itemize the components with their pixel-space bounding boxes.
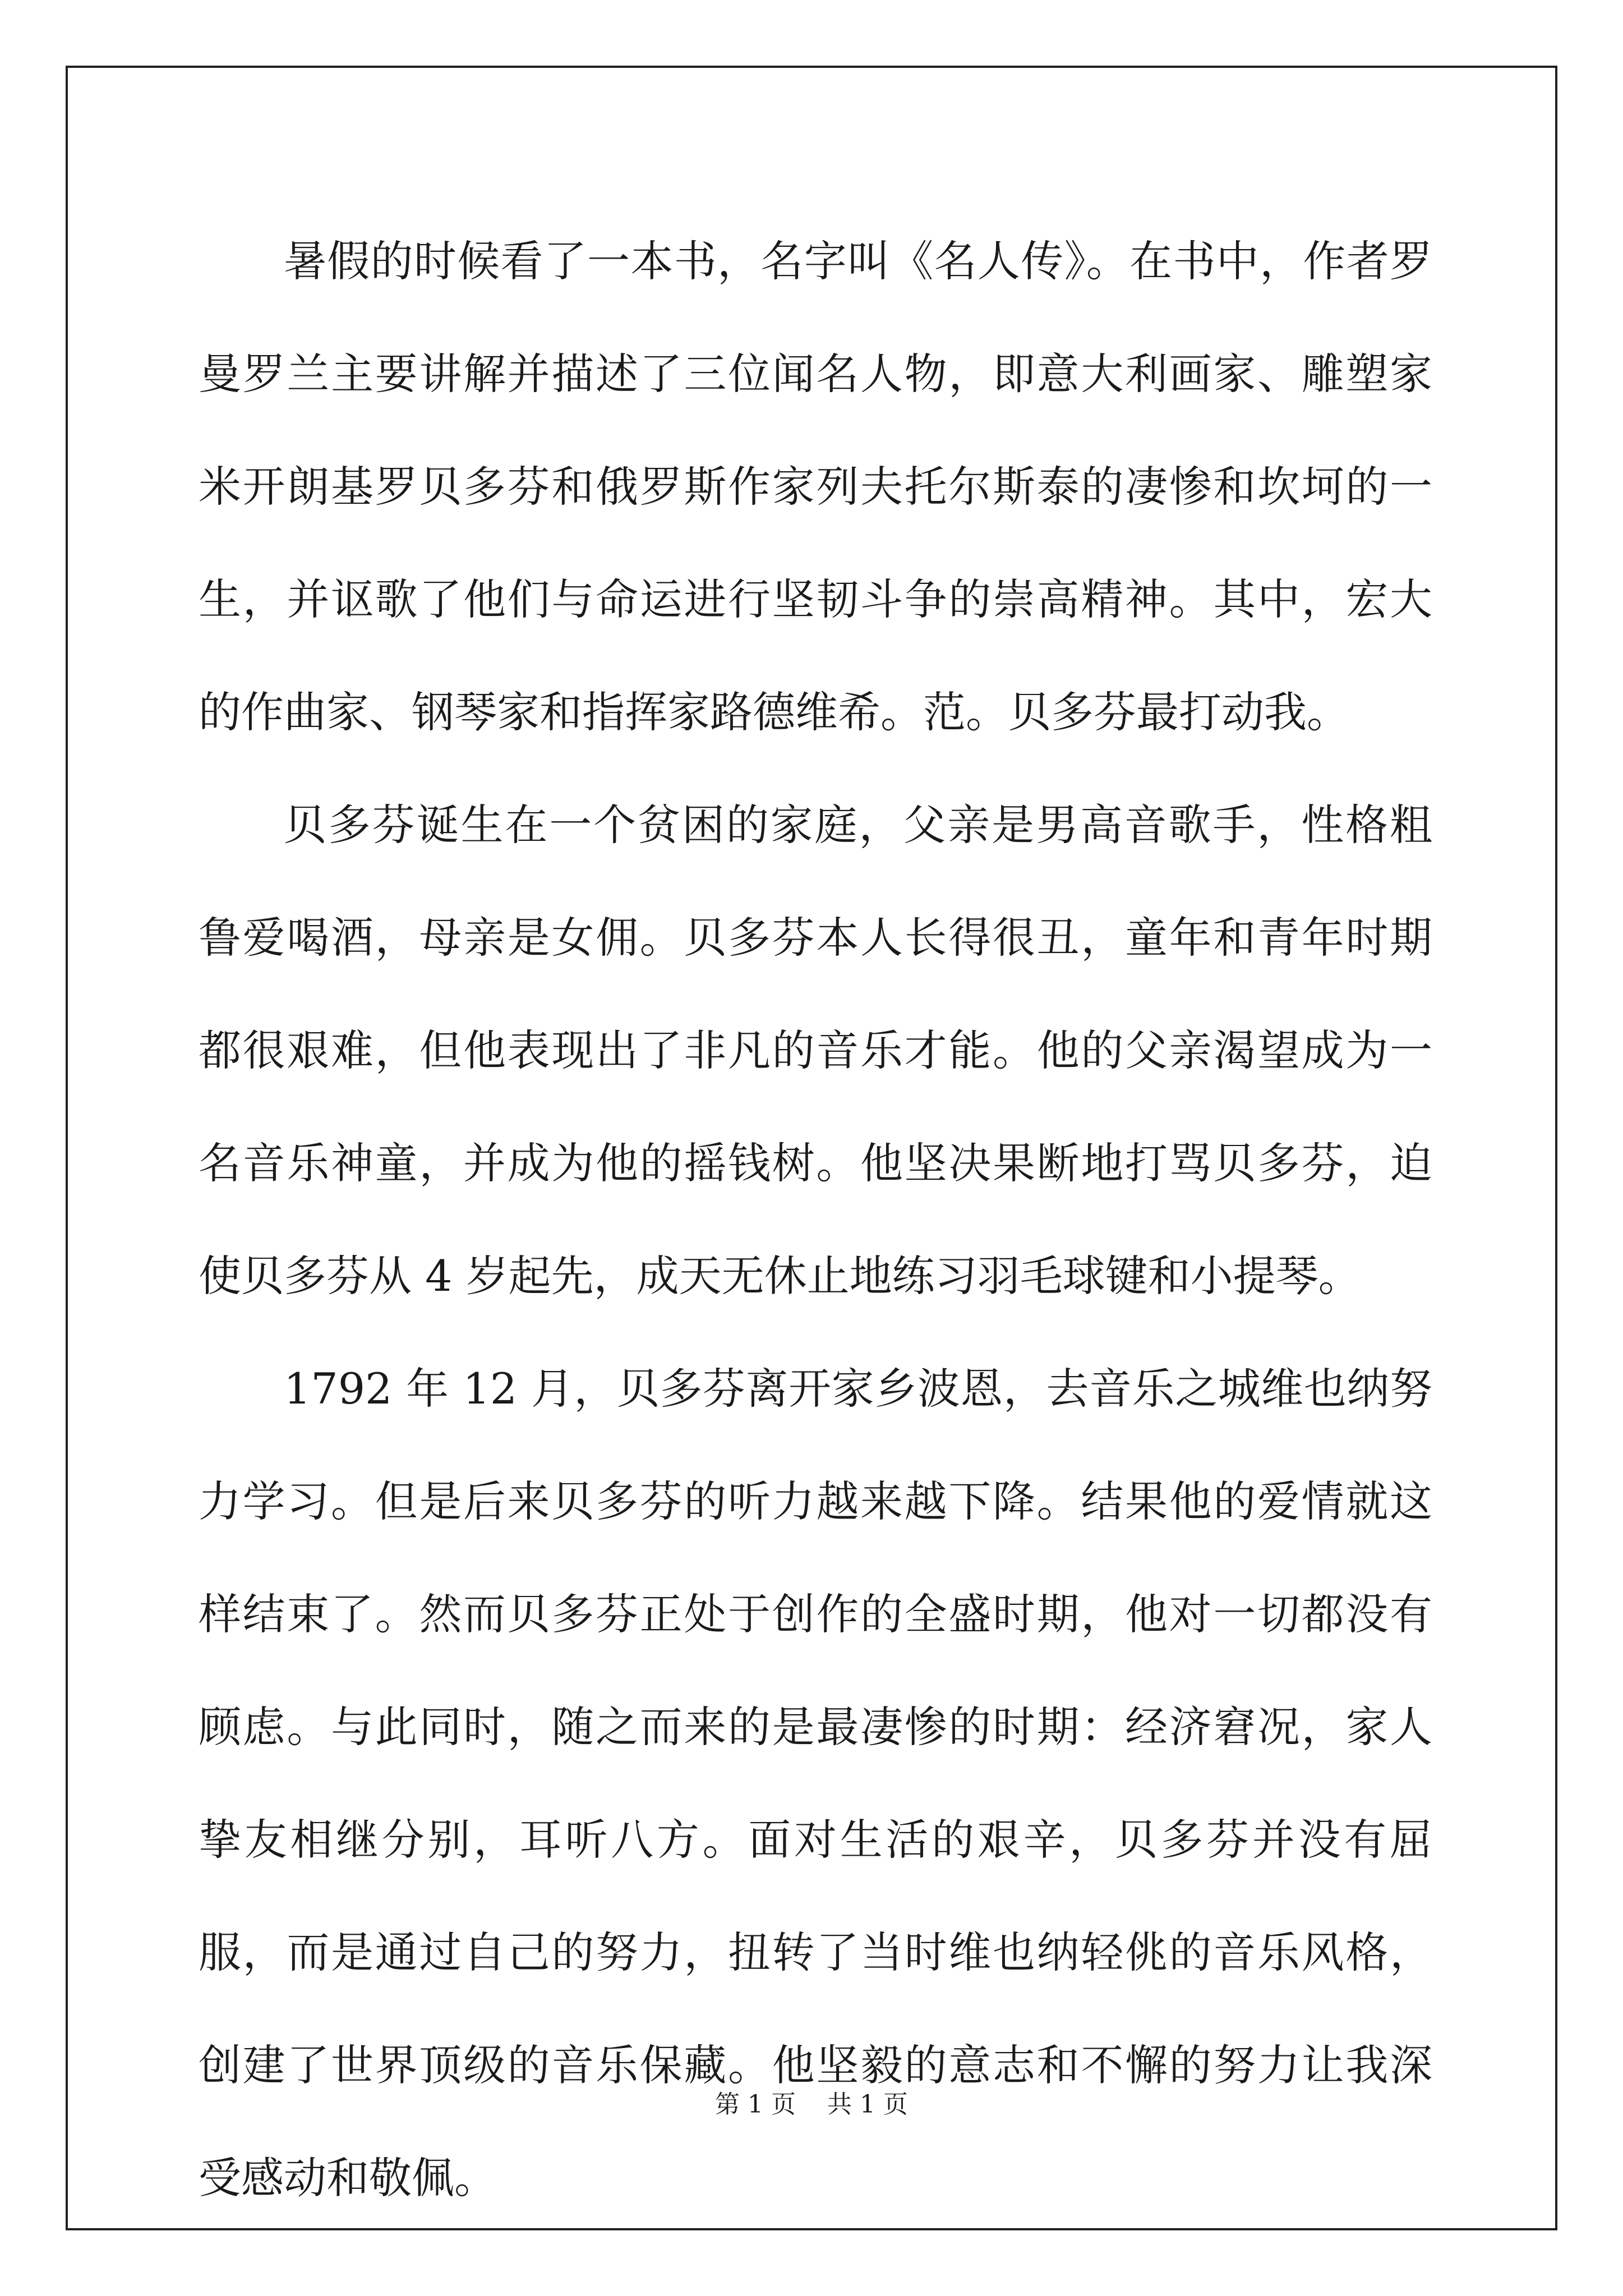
- document-body: [199, 205, 1432, 2234]
- paragraph-2: 贝多芬诞生在一个贫困的家庭，父亲是男高音歌手，性格粗鲁爱喝酒，母亲是女佣。贝多芬本人长得很丑，童年和青年时期都很艰难，但他表现出了非凡的音乐才能。他的父亲渴望成为一名音乐神童，并成为他的摇钱树。他坚决果断地打骂贝多芬，迫使贝多芬从 4 岁起先，成天无休止地练习羽毛球键和小提琴。: [199, 800, 1432, 1301]
- paragraph-1: 暑假的时候看了一本书，名字叫《名人传》。在书中，作者罗曼罗兰主要讲解并描述了三位闻名人物，即意大利画家、雕塑家米开朗基罗贝多芬和俄罗斯作家列夫托尔斯泰的凄惨和坎坷的一生，并讴歌了他们与命运进行坚韧斗争的崇高精神。其中，宏大的作曲家、钢琴家和指挥家路德维希。范。贝多芬最打动我。: [199, 236, 1432, 737]
- paragraph-3: 1792 年 12 月，贝多芬离开家乡波恩，去音乐之城维也纳努力学习。但是后来贝多芬的听力越来越下降。结果他的爱情就这样结束了。然而贝多芬正处于创作的全盛时期，他对一切都没有顾虑。与此同时，随之而来的是最凄惨的时期：经济窘况，家人挚友相继分别，耳听八方。面对生活的艰辛，贝多芬并没有屈服，而是通过自己的努力，扭转了当时维也纳轻佻的音乐风格，创建了世界顶级的音乐保藏。他坚毅的意志和不懈的努力让我深受感动和敬佩。: [199, 1364, 1432, 2203]
- page-footer: 第 1 页 共 1 页: [715, 2090, 908, 2119]
